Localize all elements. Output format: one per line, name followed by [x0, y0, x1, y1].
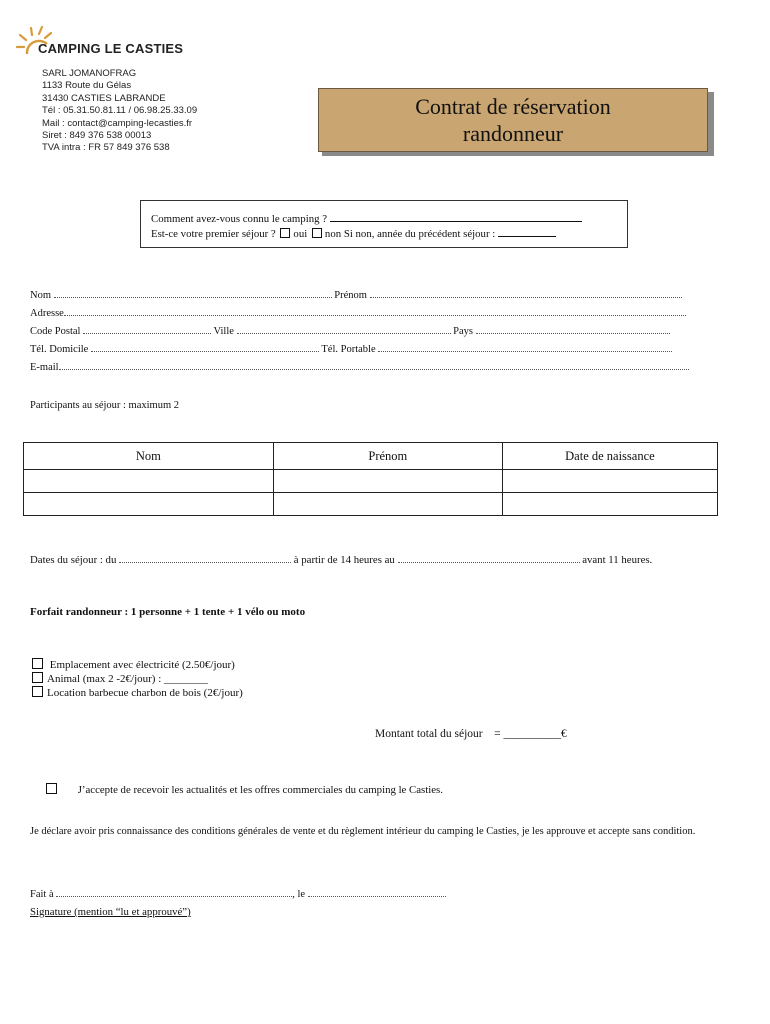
participant-1-date-cell[interactable] — [502, 470, 717, 493]
row-email — [30, 360, 689, 374]
nom-field[interactable] — [54, 288, 332, 298]
dates-prefix: Dates du séjour : du — [30, 554, 117, 566]
adresse-label: Adresse — [30, 308, 64, 319]
row-phone — [30, 342, 672, 356]
email-field[interactable] — [59, 360, 689, 370]
question-first-stay: Est-ce votre premier séjour ? — [151, 228, 276, 240]
participants-label: Participants au séjour : maximum 2 — [30, 400, 180, 411]
document-title — [318, 88, 708, 152]
total-amount-field[interactable]: = __________€ — [494, 728, 567, 740]
animal-label: Animal (max 2 -2€/jour) : ________ — [47, 673, 209, 685]
company-line: TVA intra : FR 57 849 376 538 — [42, 142, 170, 154]
option-electricity — [32, 658, 235, 671]
company-info — [42, 68, 197, 155]
pays-label: Pays — [453, 326, 473, 337]
total-label: Montant total du séjour — [375, 728, 483, 740]
yes-label: oui — [293, 228, 308, 240]
le-label: , le — [292, 889, 306, 900]
ville-label: Ville — [213, 326, 234, 337]
participant-1-nom-cell[interactable] — [24, 470, 274, 493]
adresse-field[interactable] — [64, 306, 686, 316]
previous-stay-year-field[interactable] — [498, 226, 556, 237]
barbecue-label: Location barbecue charbon de bois (2€/jour) — [47, 687, 243, 699]
tel-portable-field[interactable] — [378, 342, 672, 352]
accept-newsletter-row — [46, 783, 443, 796]
barbecue-checkbox[interactable] — [32, 686, 43, 697]
ville-field[interactable] — [237, 324, 451, 334]
table-row — [24, 493, 718, 516]
participant-2-nom-cell[interactable] — [24, 493, 274, 516]
first-stay-yes-checkbox[interactable] — [280, 228, 290, 238]
table-row — [24, 470, 718, 493]
table-header-row — [24, 443, 718, 470]
accept-newsletter-label: J’accepte de recevoir les actualités et les offres commerciales du camping le Casties. — [77, 784, 443, 796]
fait-place-field[interactable] — [56, 887, 292, 897]
company-line: Siret : 849 376 538 00013 — [42, 130, 152, 142]
declaration-text: Je déclare avoir pris connaissance des conditions générales de vente et du règlement intérieur du camping le Casties, je les approuve et accepte sans condition. — [30, 826, 696, 837]
company-line: SARL JOMANOFRAG — [42, 68, 137, 79]
code-postal-field[interactable] — [83, 324, 211, 334]
participants-table — [23, 442, 718, 516]
no-label: non — [324, 228, 342, 240]
tel-portable-label: Tél. Portable — [321, 344, 376, 355]
prenom-label: Prénom — [334, 290, 367, 301]
row-city — [30, 324, 670, 338]
company-line: 31430 CASTIES LABRANDE — [42, 92, 166, 104]
tel-domicile-label: Tél. Domicile — [30, 344, 89, 355]
logo-text: CAMPING LE CASTIES — [38, 41, 184, 56]
email-label: E-mail — [30, 362, 59, 373]
option-animal — [32, 672, 208, 685]
total-amount-row — [375, 728, 567, 740]
place-date-row — [30, 887, 446, 900]
tel-domicile-field[interactable] — [91, 342, 319, 352]
date-end-field[interactable] — [398, 553, 580, 563]
title-line-2: randonneur — [462, 121, 564, 146]
dates-middle: à partir de 14 heures au — [293, 554, 395, 566]
question-box — [140, 200, 628, 248]
question-how-known: Comment avez-vous connu le camping ? — [151, 213, 327, 225]
stay-dates-row — [30, 553, 652, 566]
participant-2-prenom-cell[interactable] — [273, 493, 502, 516]
how-known-field[interactable] — [330, 211, 582, 222]
pays-field[interactable] — [476, 324, 670, 334]
company-line: Mail : contact@camping-lecasties.fr — [42, 117, 193, 129]
company-line: Tél : 05.31.50.81.11 / 06.98.25.33.09 — [42, 105, 198, 117]
title-line-1: Contrat de réservation — [415, 94, 611, 119]
column-header-date-naissance: Date de naissance — [502, 443, 717, 470]
electricity-label: Emplacement avec électricité (2.50€/jour) — [49, 659, 235, 671]
nom-label: Nom — [30, 290, 51, 301]
code-postal-label: Code Postal — [30, 326, 81, 337]
column-header-prenom: Prénom — [273, 443, 502, 470]
column-header-nom: Nom — [24, 443, 274, 470]
animal-checkbox[interactable] — [32, 672, 43, 683]
previous-stay-label: Si non, année du précédent séjour : — [343, 228, 496, 240]
fait-date-field[interactable] — [308, 887, 446, 897]
row-name — [30, 288, 682, 302]
participant-1-prenom-cell[interactable] — [273, 470, 502, 493]
row-address — [30, 306, 686, 320]
first-stay-no-checkbox[interactable] — [312, 228, 322, 238]
accept-newsletter-checkbox[interactable] — [46, 783, 57, 794]
prenom-field[interactable] — [370, 288, 682, 298]
signature-label: Signature (mention “lu et approuvé”) — [30, 906, 191, 918]
date-start-field[interactable] — [119, 553, 291, 563]
dates-suffix: avant 11 heures. — [582, 554, 653, 566]
participant-2-date-cell[interactable] — [502, 493, 717, 516]
fait-label: Fait à — [30, 889, 54, 900]
forfait-heading: Forfait randonneur : 1 personne + 1 tente + 1 vélo ou moto — [30, 606, 306, 618]
electricity-checkbox[interactable] — [32, 658, 43, 669]
option-barbecue — [32, 686, 243, 699]
company-line: 1133 Route du Gélas — [42, 80, 132, 92]
